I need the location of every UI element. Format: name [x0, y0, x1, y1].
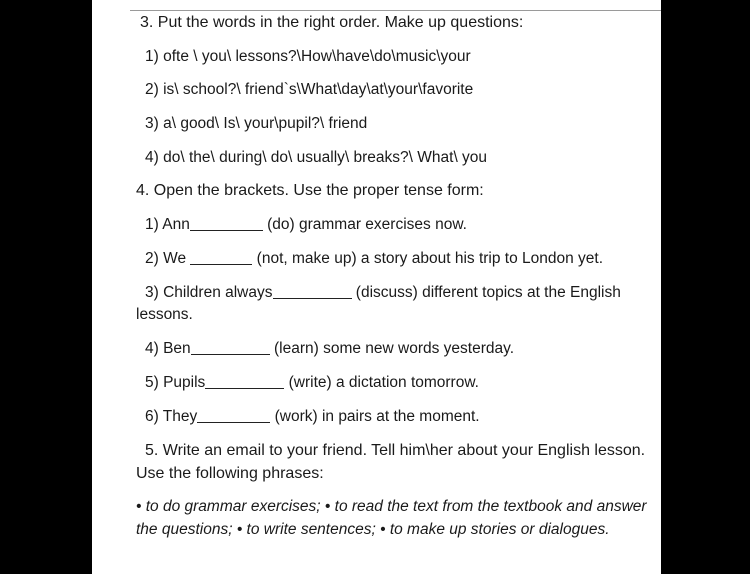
section5-phrases-line2: the questions; • to write sentences; • to make up stories or dialogues. [136, 521, 610, 538]
answer-blank[interactable] [190, 216, 263, 231]
item-text-before: 6) They [145, 408, 198, 425]
item-text-after: (write) a dictation tomorrow. [284, 374, 479, 391]
section4-item-6 [145, 407, 480, 427]
item-text-before: 3) Children always [145, 284, 273, 301]
section4-item-3 [145, 283, 621, 303]
section5-heading-line1: 5. Write an email to your friend. Tell him\her about your English lesson. [145, 442, 646, 459]
answer-blank[interactable] [273, 284, 352, 299]
top-rule [130, 10, 661, 11]
answer-blank[interactable] [190, 250, 252, 265]
section3-heading: 3. Put the words in the right order. Make up questions: [140, 14, 524, 31]
section4-item-4 [145, 339, 514, 359]
section4-item-1 [145, 215, 467, 235]
item-text-before: 4) Ben [145, 340, 191, 357]
answer-blank[interactable] [205, 374, 284, 389]
item-text-after: (not, make up) a story about his trip to London yet. [252, 250, 604, 267]
item-text-after: (discuss) different topics at the English [351, 284, 621, 301]
section3-item-1: 1) ofte \ you\ lessons?\How\have\do\music\your [145, 48, 471, 65]
item-text-after: (learn) some new words yesterday. [269, 340, 515, 357]
section4-item-2 [145, 249, 603, 269]
section5-phrases-line1: • to do grammar exercises; • to read the text from the textbook and answer [136, 498, 647, 515]
item-text-after: (work) in pairs at the moment. [270, 408, 480, 425]
item-text-before: 5) Pupils [145, 374, 206, 391]
section4-heading: 4. Open the brackets. Use the proper tense form: [136, 182, 484, 199]
section3-item-4: 4) do\ the\ during\ do\ usually\ breaks?\ What\ you [145, 149, 488, 166]
section4-item-5 [145, 373, 479, 393]
answer-blank[interactable] [197, 408, 270, 423]
item-text-after: (do) grammar exercises now. [262, 216, 467, 233]
section3-item-3: 3) a\ good\ Is\ your\pupil?\ friend [145, 115, 368, 132]
section3-item-2: 2) is\ school?\ friend`s\What\day\at\your\favorite [145, 81, 474, 98]
item-text-before: 2) We [145, 250, 191, 267]
section5-heading-line2: Use the following phrases: [136, 465, 324, 482]
section4-item-3-continuation: lessons. [136, 306, 193, 323]
answer-blank[interactable] [191, 340, 270, 355]
item-text-before: 1) Ann [145, 216, 190, 233]
worksheet-page [92, 0, 661, 574]
